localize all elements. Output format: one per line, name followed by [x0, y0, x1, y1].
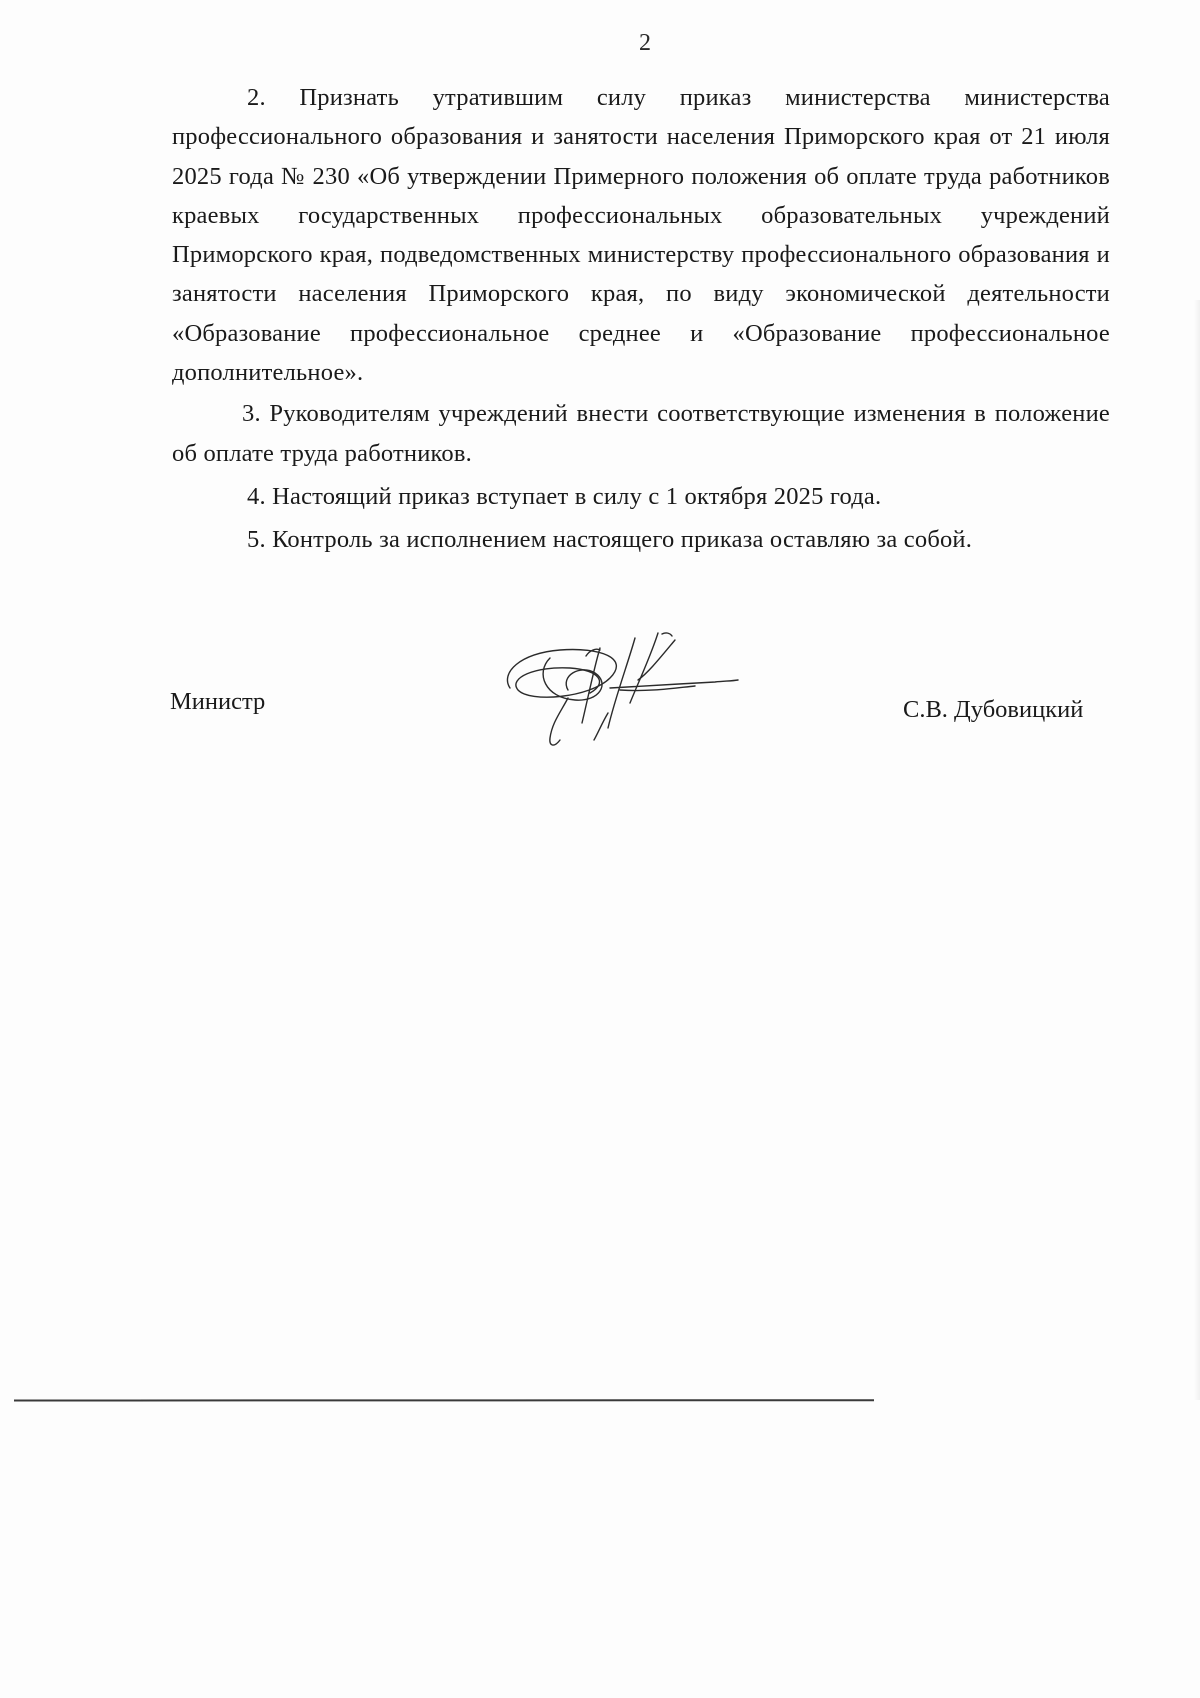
scan-footer-line — [14, 1399, 874, 1402]
paragraph-3: 3. Руководителям учреждений внести соответствующие изменения в положение об оплате труда работников. — [172, 400, 1110, 467]
signatory-role: Министр — [170, 688, 266, 715]
paragraph-5: 5. Контроль за исполнением настоящего приказа оставляю за собой. — [247, 526, 973, 554]
signatory-name: С.В. Дубовицкий — [903, 696, 1084, 723]
scan-edge-shadow — [1194, 300, 1200, 1400]
paragraph-2: 2. Признать утратившим силу приказ министерства министерства профессионального образования и занятости населения Приморского края от 21 июля 2025 года № 230 «Об утверждении Примерного положения об оплате труда работников краевых государственных профессиональных образовательных учреждений Приморского края, подведомственных министерству профессионального образования и занятости населения Приморского края, по виду экономической деятельности «Образование профессиональное среднее и «Образование профессиональное дополнительное». — [172, 84, 1110, 387]
paragraph-4: 4. Настоящий приказ вступает в силу с 1 октября 2025 года. — [247, 482, 882, 510]
page-number: 2 — [639, 30, 651, 56]
handwritten-signature — [490, 628, 750, 758]
